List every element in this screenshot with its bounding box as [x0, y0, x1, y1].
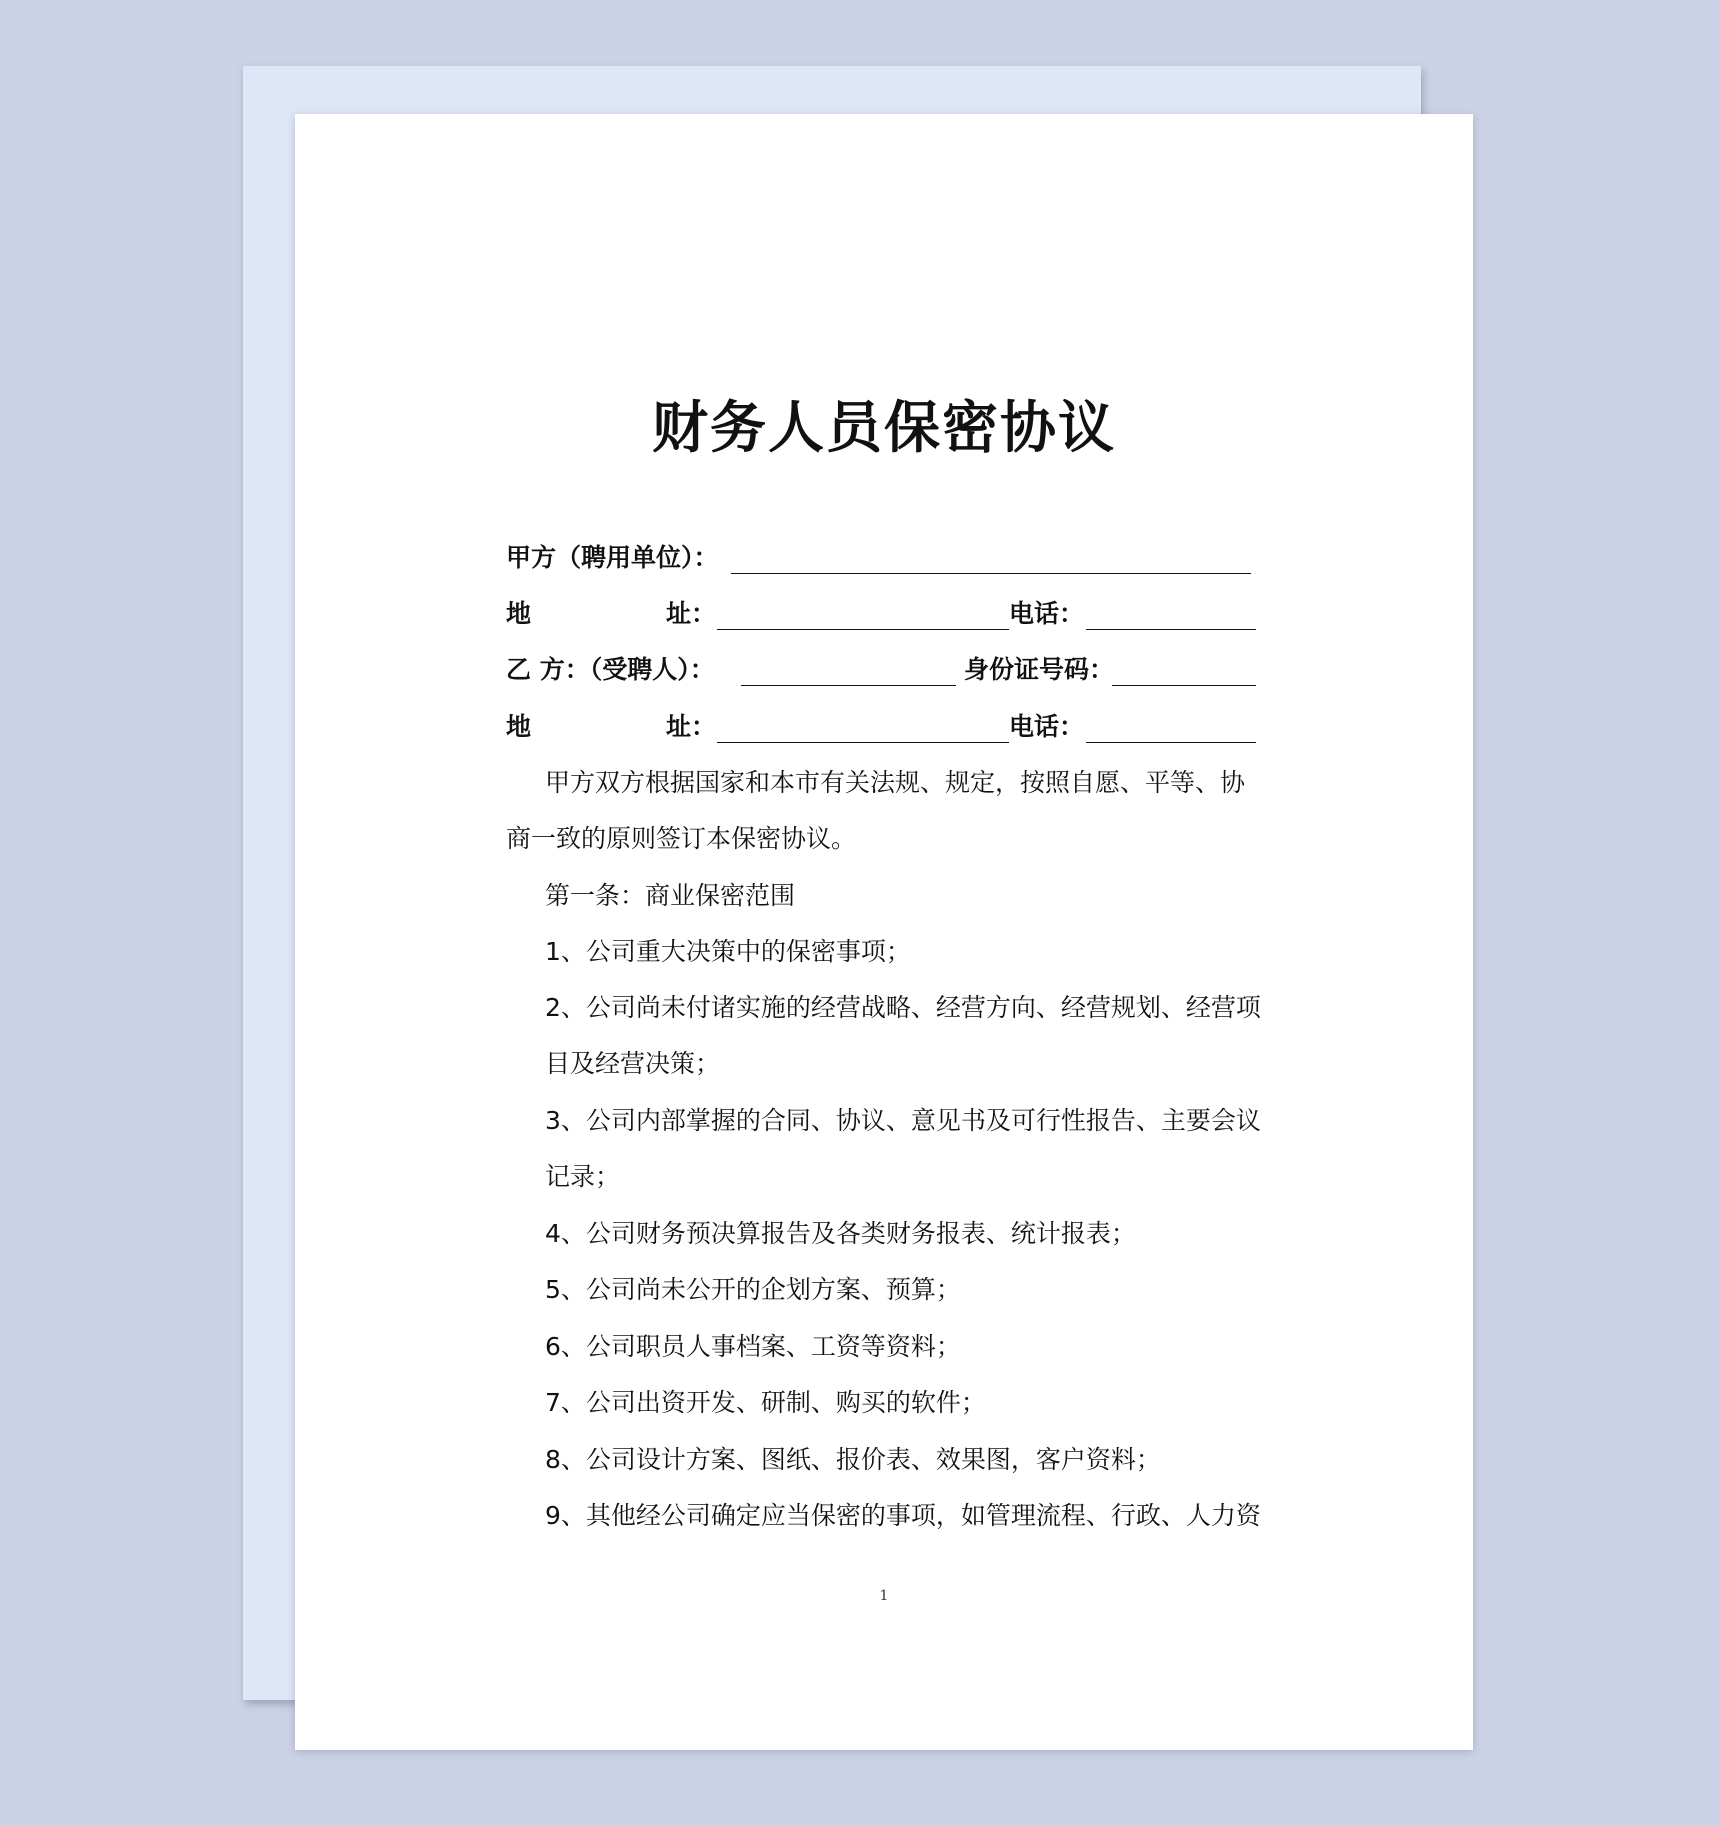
list-item: 2、公司尚未付诸实施的经营战略、经营方向、经营规划、经营项 — [545, 993, 1261, 1022]
id-number-blank[interactable] — [1112, 685, 1256, 686]
intro-paragraph-line-1: 甲方双方根据国家和本市有关法规、规定，按照自愿、平等、协 — [545, 768, 1246, 797]
party-a-row — [506, 530, 1266, 586]
party-b-phone-blank[interactable] — [1086, 742, 1256, 743]
address-label-left: 地 — [506, 599, 532, 628]
party-b-phone-label: 电话： — [1009, 712, 1085, 741]
party-a-address-row — [506, 586, 1266, 642]
party-a-phone-blank[interactable] — [1086, 629, 1256, 630]
party-a-phone-label: 电话： — [1009, 599, 1085, 628]
address-label-right: 址： — [666, 712, 717, 741]
address-label-left: 地 — [506, 712, 532, 741]
list-item: 1、公司重大决策中的保密事项； — [545, 937, 911, 966]
party-b-name-blank[interactable] — [741, 685, 956, 686]
address-label-right: 址： — [666, 599, 717, 628]
page-number: 1 — [879, 1588, 889, 1604]
list-item: 5、公司尚未公开的企划方案、预算； — [545, 1275, 961, 1304]
list-item: 8、公司设计方案、图纸、报价表、效果图，客户资料； — [545, 1445, 1161, 1474]
list-item: 7、公司出资开发、研制、购买的软件； — [545, 1388, 986, 1417]
id-number-label: 身份证号码： — [964, 655, 1115, 684]
document-title: 财务人员保密协议 — [652, 396, 1116, 461]
list-item-continuation: 记录； — [545, 1162, 621, 1191]
document-page — [295, 114, 1473, 1750]
list-item-continuation: 目及经营决策； — [545, 1049, 721, 1078]
party-a-address-blank[interactable] — [717, 629, 1009, 630]
list-item: 9、其他经公司确定应当保密的事项，如管理流程、行政、人力资 — [545, 1501, 1261, 1530]
list-item: 3、公司内部掌握的合同、协议、意见书及可行性报告、主要会议 — [545, 1106, 1261, 1135]
article-heading: 第一条：商业保密范围 — [545, 881, 796, 910]
party-b-label: 乙 方：（受聘人）： — [506, 655, 715, 684]
party-b-address-row — [506, 699, 1266, 755]
party-a-label: 甲方（聘用单位）： — [506, 543, 719, 572]
party-a-blank[interactable] — [731, 573, 1251, 574]
list-item: 6、公司职员人事档案、工资等资料； — [545, 1332, 961, 1361]
intro-paragraph-line-2: 商一致的原则签订本保密协议。 — [506, 824, 857, 853]
party-b-address-blank[interactable] — [717, 742, 1009, 743]
list-item: 4、公司财务预决算报告及各类财务报表、统计报表； — [545, 1219, 1136, 1248]
party-b-row — [506, 642, 1266, 698]
